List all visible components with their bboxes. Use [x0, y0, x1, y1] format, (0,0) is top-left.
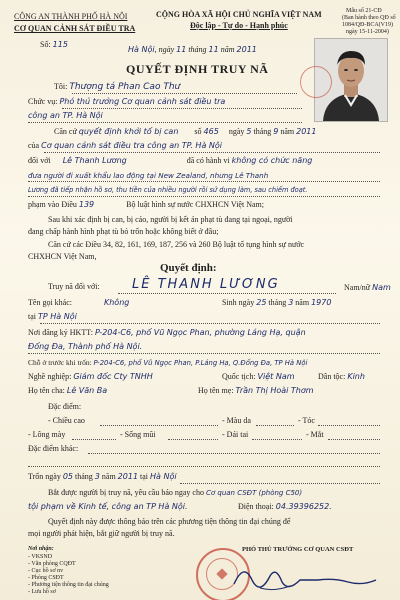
- footer-line-a: Quyết định này được thông báo trên các phương tiện thông tin đại chúng để: [48, 517, 291, 526]
- paragraph-2a: Căn cứ các Điều 34, 82, 161, 169, 187, 256 và 260 Bộ luật tố tụng hình sự nước: [48, 240, 305, 249]
- truy-na-label: Truy nã đối với:: [48, 282, 100, 291]
- cua-value: Cơ quan cảnh sát điều tra công an TP. Hà Nội: [41, 141, 222, 150]
- tron-row: [28, 472, 177, 481]
- toc-label: - Tóc: [298, 416, 315, 425]
- toi-row: [54, 82, 180, 92]
- can-cu-value: quyết định khởi tố bị can: [78, 127, 179, 136]
- toi-label: Tôi:: [54, 82, 68, 91]
- sinh-nam-label: năm: [295, 298, 310, 307]
- so-label: số: [194, 127, 202, 136]
- doi-voi-label: đối với: [28, 156, 51, 165]
- hanh-vi-value-3: Lương đã tiếp nhận hồ sơ, thu tiền của nhiều người rồi sử dụng làm, sau chiếm đoạt.: [28, 186, 308, 194]
- truy-na-value: LÊ THANH LƯƠNG: [132, 277, 280, 292]
- long-may-underline: [72, 439, 116, 440]
- cha-value: Lê Văn Ba: [66, 386, 108, 395]
- paragraph-2b: CHXHCN Việt Nam,: [28, 252, 97, 261]
- handwritten-signature: [230, 556, 380, 598]
- tron-thang: 3: [94, 472, 100, 481]
- toi-value: Thượng tá Phan Cao Thư: [69, 82, 181, 92]
- mat-label: - Mắt: [306, 430, 324, 439]
- tron-label: Trốn ngày: [28, 472, 61, 481]
- footer-line-b: mọi người phát hiện, bắt giữ người bị truy nã.: [28, 529, 175, 538]
- date-day: 11: [176, 45, 187, 54]
- date-day-label: , ngày: [154, 45, 175, 54]
- document-title: QUYẾT ĐỊNH TRUY NÃ: [126, 62, 269, 76]
- nam-nu-value: Nam: [372, 283, 391, 292]
- chuc-vu-underline-2: [28, 122, 302, 123]
- ten-goi-khac-label: Tên gọi khác:: [28, 298, 72, 307]
- cho-o-row: [28, 358, 307, 367]
- pham-vao-dieu-row: [28, 200, 264, 209]
- doi-voi-value: Lê Thanh Lương: [62, 156, 127, 165]
- truy-na-underline: [118, 293, 336, 294]
- sinh-thang: 3: [288, 298, 294, 307]
- dai-tai-underline: [252, 439, 302, 440]
- ten-goi-khac-value: Không: [103, 298, 130, 307]
- sinh-thang-label: tháng: [268, 298, 287, 307]
- cho-o-value: P-204-C6, phố Vũ Ngọc Phan, P.Láng Hạ, Q.Đống Đa, TP Hà Nội: [93, 359, 308, 367]
- date-month: 11: [208, 45, 219, 54]
- recipients-label: Nơi nhận:: [28, 546, 54, 552]
- decision-heading: Quyết định:: [160, 262, 217, 274]
- tai-row: [28, 312, 77, 321]
- tron-thang-label: tháng: [75, 472, 93, 481]
- tron-tai-label: tại: [140, 472, 149, 481]
- dan-toc-row: [318, 372, 365, 381]
- toi-underline: [72, 93, 297, 94]
- hanh-vi-value-2: đưa người đi xuất khẩu lao động tại New Zealand, nhưng Lê Thanh: [28, 171, 269, 180]
- tron-nam-label: năm: [101, 472, 116, 481]
- agency-sub: CƠ QUAN CẢNH SÁT ĐIỀU TRA: [14, 24, 136, 33]
- paragraph-1a: Sau khi xác định bị can, bị cáo, người bị kết án phạt tù đang tại ngoại, người: [48, 215, 293, 224]
- mat-underline: [328, 439, 380, 440]
- mau-da-label: - Màu da: [222, 416, 251, 425]
- nghe-value: Giám đốc Cty TNHH: [73, 372, 153, 381]
- bat-label: Bắt được người bị truy nã, yêu cầu báo ngay cho: [48, 488, 204, 497]
- ten-goi-khac-row: [28, 298, 129, 307]
- ngay-value: 5: [246, 127, 252, 136]
- me-label: Họ tên mẹ:: [198, 386, 234, 395]
- hanh-vi-underline-3: [28, 196, 380, 197]
- tai-label: tại: [28, 312, 36, 321]
- bat-row: [48, 488, 302, 497]
- cha-row: [28, 386, 107, 395]
- tron-underline: [180, 483, 380, 484]
- dac-diem-khac-underline-2: [28, 466, 380, 467]
- doi-voi-row: [28, 156, 312, 165]
- hktt-row: [28, 328, 306, 337]
- hktt-value-1: P-204-C6, phố Vũ Ngọc Phan, phường Láng Hạ, quận: [94, 328, 306, 337]
- pham-vao-dieu-value: 139: [78, 200, 95, 209]
- chieu-cao-underline: [100, 425, 218, 426]
- chuc-vu-value-2: công an TP. Hà Nội: [28, 111, 103, 120]
- quoc-tich-row: [222, 372, 295, 381]
- recipient-item: - VKSND: [28, 554, 53, 560]
- doc-number: [40, 40, 68, 49]
- agency-top: CÔNG AN THÀNH PHỐ HÀ NỘI: [14, 12, 128, 21]
- thang-value: 9: [273, 127, 279, 136]
- toc-underline: [318, 425, 380, 426]
- nation-motto: Độc lập - Tự do - Hạnh phúc: [190, 21, 288, 30]
- mau-da-underline: [256, 425, 294, 426]
- nam-label: năm: [280, 127, 295, 136]
- nam-nu-label: Nam/nữ: [344, 283, 371, 292]
- sinh-row: [222, 298, 331, 307]
- hanh-vi-underline-2: [28, 181, 380, 182]
- date-month-label: tháng: [188, 45, 207, 54]
- me-row: [198, 386, 314, 395]
- dan-toc-label: Dân tộc:: [318, 372, 346, 381]
- tron-ngay: 05: [62, 472, 74, 481]
- tai-value: TP Hà Nội: [38, 312, 77, 321]
- dien-thoai-value: 04.39396252.: [275, 502, 332, 511]
- nghe-label: Nghề nghiệp:: [28, 372, 72, 381]
- chuc-vu-underline: [62, 108, 302, 109]
- chieu-cao-label: - Chiều cao: [48, 416, 85, 425]
- hanh-vi-label: đã có hành vi: [186, 156, 230, 165]
- nam-nu-row: [344, 283, 391, 292]
- dan-toc-value: Kinh: [347, 372, 365, 381]
- nam-value: 2011: [296, 127, 317, 136]
- cho-o-label: Chỗ ở trước khi trốn:: [28, 358, 92, 367]
- dai-tai-label: - Dái tai: [222, 430, 249, 439]
- recipient-item: - Lưu hồ sơ: [28, 589, 56, 595]
- nation-title: CỘNG HÒA XÃ HỘI CHỦ NGHĨA VIỆT NAM: [156, 10, 322, 19]
- tron-nam: 2011: [117, 472, 139, 481]
- pham-vao-dieu-label: phạm vào Điều: [28, 200, 77, 209]
- doc-number-label: Số:: [40, 40, 51, 49]
- hktt-value-2: Đống Đa, Thành phố Hà Nội.: [28, 342, 143, 351]
- date-line: [128, 45, 257, 54]
- dien-thoai-label: Điện thoại:: [238, 502, 274, 511]
- ngay-label: ngày: [228, 127, 245, 136]
- date-year: 2011: [236, 45, 257, 54]
- cha-label: Họ tên cha:: [28, 386, 65, 395]
- date-place: Hà Nội: [128, 45, 155, 54]
- sinh-ngay: 25: [256, 298, 267, 307]
- form-note-3: ngày 15-11-2004): [346, 29, 389, 35]
- cua-label: của: [28, 141, 40, 150]
- sinh-nam: 1970: [311, 298, 332, 307]
- recipient-item: - Văn phòng CQĐT: [28, 561, 76, 567]
- dac-diem-khac-label: Đặc điểm khác:: [28, 444, 79, 453]
- recipient-item: - Phương tiện thông tin đại chúng: [28, 582, 109, 588]
- quoc-tich-value: Việt Nam: [257, 372, 295, 381]
- thang-label: tháng: [253, 127, 272, 136]
- cua-row: [28, 141, 222, 150]
- cua-underline: [44, 152, 380, 153]
- photo-seal-stamp: [300, 66, 332, 98]
- long-may-label: - Lông mày: [28, 430, 66, 439]
- chuc-vu-row: [28, 97, 225, 106]
- date-year-label: năm: [220, 45, 235, 54]
- blhs-text: Bộ luật hình sự nước CHXHCN Việt Nam;: [126, 200, 264, 209]
- form-note-1: (Ban hành theo QĐ số: [342, 15, 396, 21]
- hktt-label: Nơi đăng ký HKTT:: [28, 328, 93, 337]
- truy-na-row: [48, 282, 100, 291]
- tai-underline: [40, 323, 380, 324]
- me-value: Trần Thị Hoài Thơm: [235, 386, 314, 395]
- sinh-label: Sinh ngày: [222, 298, 255, 307]
- form-note-2: 1084/QĐ-BCA(V19): [342, 22, 393, 28]
- so-value: 465: [203, 127, 219, 136]
- paragraph-1b: đang chấp hành hình phạt tù bỏ trốn hoặc không biết ở đâu;: [28, 227, 219, 236]
- hktt-underline: [28, 353, 380, 354]
- quoc-tich-label: Quốc tịch:: [222, 372, 256, 381]
- hanh-vi-value-1: không có chức năng: [231, 156, 313, 165]
- dac-diem-label: Đặc điểm:: [48, 402, 82, 411]
- can-cu-label: Căn cứ: [54, 127, 77, 136]
- tron-tai: Hà Nội: [150, 472, 177, 481]
- chuc-vu-value-1: Phó thủ trưởng Cơ quan cảnh sát điều tra: [59, 97, 226, 106]
- signature-title: PHÓ THỦ TRƯỞNG CƠ QUAN CSĐT: [242, 546, 354, 553]
- song-mui-underline: [168, 439, 218, 440]
- dac-diem-khac-underline: [88, 453, 380, 454]
- song-mui-label: - Sống mũi: [120, 430, 156, 439]
- form-code: Mẫu số 21-CĐ: [346, 8, 382, 14]
- can-cu-row: [54, 127, 316, 136]
- recipient-item: - Cục hồ sơ nv: [28, 568, 64, 574]
- bat-value-1: Cơ quan CSĐT (phòng C50): [205, 489, 303, 497]
- chuc-vu-label: Chức vụ:: [28, 97, 58, 106]
- nghe-row: [28, 372, 153, 381]
- dien-thoai-row: [238, 502, 332, 511]
- recipient-item: - Phòng CSĐT: [28, 575, 64, 581]
- doc-number-value: 115: [52, 40, 68, 49]
- bat-value-2: tội phạm về Kinh tế, công an TP Hà Nội.: [28, 502, 188, 511]
